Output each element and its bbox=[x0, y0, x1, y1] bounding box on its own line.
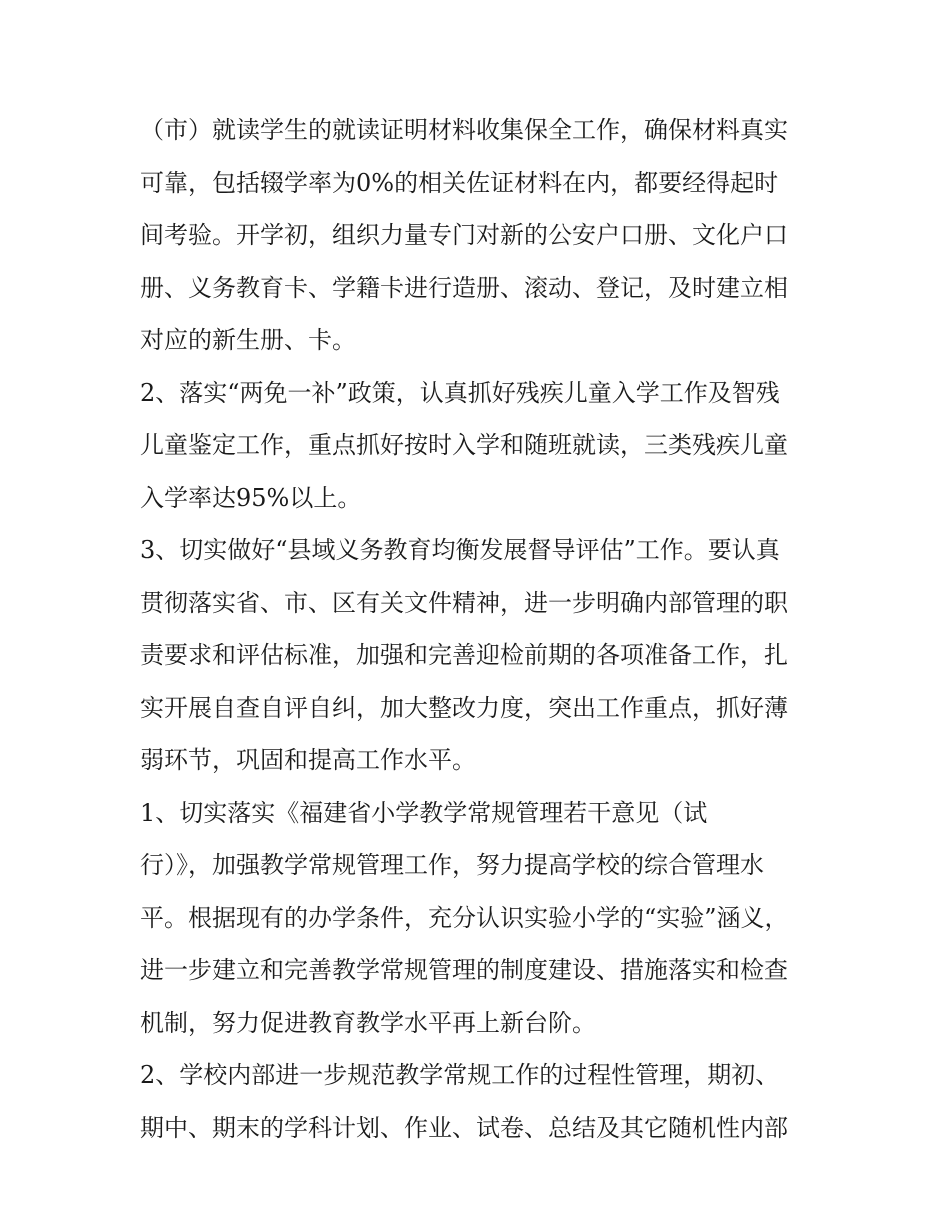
text-line: 责要求和评估标准，加强和完善迎检前期的各项准备工作，扎 bbox=[140, 641, 788, 669]
text-line: 贯彻落实省、市、区有关文件精神，进一步明确内部管理的职 bbox=[140, 588, 788, 617]
document-body bbox=[140, 104, 820, 1154]
text-line: 可靠，包括辍学率为0%的相关佐证材料在内，都要经得起时 bbox=[140, 168, 779, 197]
text-line: 期中、期末的学科计划、作业、试卷、总结及其它随机性内部 bbox=[140, 1113, 788, 1142]
text-line: 机制，努力促进教育教学水平再上新台阶。 bbox=[140, 1008, 596, 1037]
text-line: 实开展自查自评自纠，加大整改力度，突出工作重点，抓好薄 bbox=[140, 693, 788, 722]
text-line: 行）》，加强教学常规管理工作，努力提高学校的综合管理水 bbox=[140, 851, 764, 879]
text-line: 对应的新生册、卡。 bbox=[140, 326, 356, 354]
text-line: 3、切实做好“县域义务教育均衡发展督导评估”工作。要认真 bbox=[140, 536, 780, 564]
text-line: （市）就读学生的就读证明材料收集保全工作，确保材料真实 bbox=[140, 116, 788, 144]
text-line: 册、义务教育卡、学籍卡进行造册、滚动、登记，及时建立相 bbox=[140, 273, 788, 302]
text-line: 平。根据现有的办学条件，充分认识实验小学的“实验”涵义， bbox=[140, 903, 789, 932]
text-line: 入学率达95%以上。 bbox=[140, 483, 362, 512]
text-line: 儿童鉴定工作，重点抓好按时入学和随班就读，三类残疾儿童 bbox=[140, 431, 788, 459]
text-line: 1、切实落实《福建省小学教学常规管理若干意见（试 bbox=[140, 798, 708, 827]
text-line: 2、学校内部进一步规范教学常规工作的过程性管理，期初、 bbox=[140, 1061, 780, 1089]
text-line: 间考验。开学初，组织力量专门对新的公安户口册、文化户口 bbox=[140, 221, 788, 249]
text-line: 2、落实“两免一补”政策，认真抓好残疾儿童入学工作及智残 bbox=[140, 378, 780, 407]
text-line: 进一步建立和完善教学常规管理的制度建设、措施落实和检查 bbox=[140, 956, 788, 984]
text-line: 弱环节，巩固和提高工作水平。 bbox=[140, 746, 476, 774]
